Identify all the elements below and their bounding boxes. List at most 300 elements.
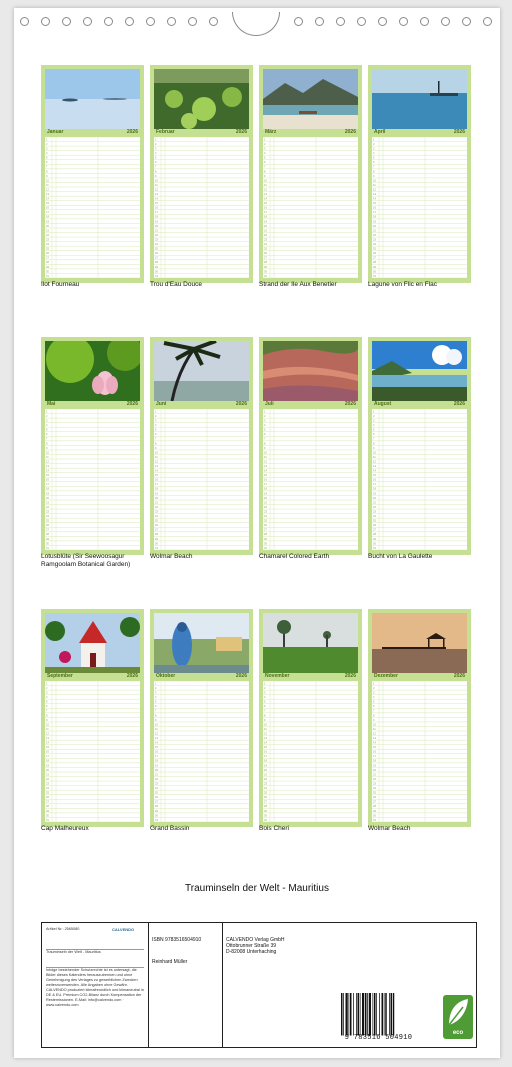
svg-text:21: 21 (46, 229, 49, 233)
binding-hole (441, 17, 450, 26)
svg-text:16: 16 (373, 478, 376, 482)
svg-text:20: 20 (155, 224, 158, 228)
svg-text:27: 27 (264, 528, 267, 532)
svg-text:1: 1 (264, 682, 266, 686)
svg-text:31: 31 (155, 818, 158, 822)
svg-text:25: 25 (46, 791, 49, 795)
svg-text:25: 25 (373, 247, 376, 251)
svg-text:7: 7 (373, 709, 375, 713)
svg-text:31: 31 (46, 818, 49, 822)
month-photo (45, 341, 140, 401)
month-name: Februar (156, 129, 175, 135)
svg-text:23: 23 (373, 782, 376, 786)
month-name: Mai (47, 401, 56, 407)
svg-text:18: 18 (155, 215, 158, 219)
svg-text:27: 27 (264, 800, 267, 804)
svg-text:30: 30 (373, 542, 376, 546)
svg-text:19: 19 (373, 764, 376, 768)
photo-caption: Bois Cheri (259, 825, 289, 832)
hanger-cutout (232, 12, 280, 36)
photo-caption: Cap Malheureux (41, 825, 89, 832)
svg-text:20: 20 (373, 224, 376, 228)
svg-text:24: 24 (46, 787, 49, 791)
svg-text:9: 9 (155, 174, 157, 178)
svg-text:28: 28 (46, 805, 49, 809)
month-year: 2026 (235, 129, 247, 135)
svg-text:15: 15 (373, 746, 376, 750)
svg-text:4: 4 (46, 152, 48, 156)
svg-text:5: 5 (46, 700, 48, 704)
svg-text:29: 29 (264, 265, 267, 269)
eco-badge (443, 995, 473, 1039)
month-photo (372, 69, 467, 129)
svg-text:6: 6 (46, 161, 48, 165)
svg-text:1: 1 (155, 138, 157, 142)
svg-text:1: 1 (155, 682, 157, 686)
svg-text:22: 22 (264, 777, 267, 781)
month-header (45, 401, 140, 408)
svg-text:29: 29 (155, 265, 158, 269)
svg-text:23: 23 (264, 510, 267, 514)
svg-text:18: 18 (264, 487, 267, 491)
svg-text:18: 18 (264, 759, 267, 763)
svg-text:5: 5 (264, 428, 266, 432)
svg-text:23: 23 (264, 782, 267, 786)
svg-text:22: 22 (155, 505, 158, 509)
svg-text:18: 18 (373, 487, 376, 491)
svg-text:24: 24 (373, 515, 376, 519)
month-photo (154, 341, 249, 401)
month-day-grid (263, 681, 358, 822)
svg-text:2: 2 (155, 414, 157, 418)
svg-text:15: 15 (155, 474, 158, 478)
svg-text:17: 17 (373, 483, 376, 487)
svg-text:5: 5 (373, 700, 375, 704)
svg-text:4: 4 (46, 696, 48, 700)
svg-text:28: 28 (46, 261, 49, 265)
svg-text:17: 17 (155, 755, 158, 759)
svg-text:29: 29 (264, 537, 267, 541)
eco-label: eco (452, 1030, 464, 1036)
svg-text:22: 22 (373, 505, 376, 509)
svg-text:19: 19 (46, 764, 49, 768)
svg-text:7: 7 (46, 437, 48, 441)
binding-hole (125, 17, 134, 26)
month-header (263, 673, 358, 680)
svg-text:29: 29 (46, 809, 49, 813)
svg-text:25: 25 (155, 519, 158, 523)
svg-text:4: 4 (46, 424, 48, 428)
svg-text:13: 13 (155, 192, 158, 196)
photo-caption: Grand Bassin (150, 825, 190, 832)
svg-text:24: 24 (155, 243, 158, 247)
svg-text:5: 5 (155, 156, 157, 160)
svg-text:22: 22 (155, 777, 158, 781)
svg-text:7: 7 (264, 709, 266, 713)
svg-text:26: 26 (373, 252, 376, 256)
svg-text:14: 14 (155, 197, 158, 201)
month-panel (150, 337, 253, 555)
svg-text:7: 7 (155, 709, 157, 713)
svg-text:21: 21 (46, 773, 49, 777)
svg-text:26: 26 (155, 796, 158, 800)
svg-text:30: 30 (155, 814, 158, 818)
month-header (45, 673, 140, 680)
svg-text:14: 14 (264, 197, 267, 201)
svg-text:30: 30 (46, 542, 49, 546)
svg-text:16: 16 (155, 206, 158, 210)
svg-text:10: 10 (155, 451, 158, 455)
svg-text:16: 16 (264, 206, 267, 210)
svg-text:1: 1 (46, 138, 48, 142)
svg-text:10: 10 (46, 179, 49, 183)
svg-text:19: 19 (46, 492, 49, 496)
svg-text:26: 26 (373, 796, 376, 800)
svg-text:15: 15 (46, 746, 49, 750)
svg-text:12: 12 (264, 188, 267, 192)
binding-hole (167, 17, 176, 26)
binding-hole (41, 17, 50, 26)
svg-text:19: 19 (155, 764, 158, 768)
month-panel (150, 65, 253, 283)
svg-text:9: 9 (264, 718, 266, 722)
svg-text:19: 19 (264, 764, 267, 768)
svg-text:13: 13 (264, 192, 267, 196)
svg-text:29: 29 (46, 265, 49, 269)
month-header (154, 673, 249, 680)
binding-hole (378, 17, 387, 26)
svg-text:2: 2 (373, 142, 375, 146)
svg-text:23: 23 (46, 782, 49, 786)
svg-text:7: 7 (373, 437, 375, 441)
svg-text:21: 21 (373, 501, 376, 505)
svg-text:2: 2 (46, 414, 48, 418)
svg-text:7: 7 (155, 165, 157, 169)
svg-text:28: 28 (264, 261, 267, 265)
svg-text:13: 13 (264, 736, 267, 740)
photo-caption: Bucht von La Gaulette (368, 553, 433, 560)
svg-text:25: 25 (46, 519, 49, 523)
svg-text:24: 24 (155, 515, 158, 519)
svg-text:18: 18 (46, 487, 49, 491)
svg-text:26: 26 (46, 796, 49, 800)
month-day-grid (372, 681, 467, 822)
svg-text:8: 8 (373, 714, 375, 718)
svg-text:8: 8 (155, 442, 157, 446)
svg-text:19: 19 (155, 492, 158, 496)
svg-text:9: 9 (373, 718, 375, 722)
svg-text:22: 22 (373, 233, 376, 237)
svg-text:13: 13 (373, 736, 376, 740)
month-year: 2026 (453, 673, 465, 679)
info-box (41, 922, 477, 1048)
svg-text:8: 8 (46, 170, 48, 174)
svg-text:12: 12 (155, 732, 158, 736)
svg-text:25: 25 (46, 247, 49, 251)
svg-text:11: 11 (155, 727, 158, 731)
month-name: März (265, 129, 277, 135)
svg-text:3: 3 (264, 419, 266, 423)
binding-hole (294, 17, 303, 26)
svg-text:18: 18 (155, 759, 158, 763)
svg-text:11: 11 (264, 727, 267, 731)
binding-hole (315, 17, 324, 26)
svg-text:27: 27 (264, 256, 267, 260)
svg-text:3: 3 (46, 147, 48, 151)
svg-text:16: 16 (373, 750, 376, 754)
calendar-title: Trauminseln der Welt - Mauritius (185, 883, 329, 894)
svg-text:31: 31 (264, 818, 267, 822)
binding-hole (336, 17, 345, 26)
month-photo (263, 341, 358, 401)
month-header (263, 401, 358, 408)
svg-text:27: 27 (155, 528, 158, 532)
svg-text:1: 1 (46, 682, 48, 686)
svg-text:3: 3 (46, 419, 48, 423)
svg-text:28: 28 (155, 533, 158, 537)
svg-text:12: 12 (373, 188, 376, 192)
svg-text:14: 14 (373, 197, 376, 201)
svg-text:19: 19 (373, 492, 376, 496)
svg-text:13: 13 (46, 192, 49, 196)
svg-text:7: 7 (155, 437, 157, 441)
binding-hole (209, 17, 218, 26)
svg-text:27: 27 (155, 256, 158, 260)
month-year: 2026 (126, 401, 138, 407)
svg-text:21: 21 (264, 229, 267, 233)
svg-text:19: 19 (264, 492, 267, 496)
calvendo-logo: CALVENDO (112, 927, 135, 932)
svg-text:24: 24 (264, 243, 267, 247)
svg-text:4: 4 (264, 152, 266, 156)
svg-text:21: 21 (264, 501, 267, 505)
svg-text:22: 22 (46, 233, 49, 237)
month-day-grid (263, 409, 358, 550)
month-name: Juli (265, 401, 274, 407)
svg-text:27: 27 (46, 528, 49, 532)
svg-text:18: 18 (46, 759, 49, 763)
svg-text:27: 27 (373, 256, 376, 260)
svg-text:13: 13 (46, 736, 49, 740)
photo-caption: Strand der Ile Aux Benetier (259, 281, 337, 288)
month-header (263, 129, 358, 136)
svg-text:6: 6 (46, 433, 48, 437)
svg-text:12: 12 (373, 732, 376, 736)
svg-text:21: 21 (373, 229, 376, 233)
svg-text:27: 27 (373, 800, 376, 804)
svg-text:13: 13 (264, 464, 267, 468)
svg-text:30: 30 (264, 814, 267, 818)
month-day-grid (45, 681, 140, 822)
svg-text:1: 1 (373, 138, 375, 142)
svg-text:30: 30 (155, 270, 158, 274)
svg-text:1: 1 (264, 138, 266, 142)
svg-text:2: 2 (264, 686, 266, 690)
svg-text:12: 12 (46, 460, 49, 464)
svg-text:24: 24 (264, 515, 267, 519)
svg-text:18: 18 (373, 215, 376, 219)
svg-text:27: 27 (46, 800, 49, 804)
svg-text:29: 29 (373, 537, 376, 541)
svg-text:28: 28 (373, 261, 376, 265)
svg-text:28: 28 (264, 805, 267, 809)
binding-hole (420, 17, 429, 26)
month-panel (259, 609, 362, 827)
svg-text:23: 23 (373, 510, 376, 514)
month-name: November (265, 673, 290, 679)
svg-text:26: 26 (155, 252, 158, 256)
month-year: 2026 (344, 129, 356, 135)
photo-caption: Lagune von Flic en Flac (368, 281, 438, 288)
svg-text:3: 3 (155, 419, 157, 423)
svg-text:9: 9 (373, 174, 375, 178)
month-day-grid (263, 137, 358, 278)
month-photo (263, 69, 358, 129)
svg-text:3: 3 (373, 419, 375, 423)
svg-text:30: 30 (264, 270, 267, 274)
month-panel (368, 337, 471, 555)
month-header (154, 401, 249, 408)
svg-text:15: 15 (46, 474, 49, 478)
svg-text:30: 30 (46, 270, 49, 274)
svg-text:16: 16 (155, 750, 158, 754)
svg-text:2: 2 (155, 142, 157, 146)
svg-text:21: 21 (155, 229, 158, 233)
svg-text:20: 20 (155, 496, 158, 500)
svg-text:11: 11 (373, 455, 376, 459)
svg-text:18: 18 (373, 759, 376, 763)
svg-text:10: 10 (373, 179, 376, 183)
month-name: Juni (156, 401, 167, 407)
svg-text:28: 28 (155, 261, 158, 265)
svg-text:7: 7 (264, 437, 266, 441)
month-name: Dezember (374, 673, 398, 679)
svg-text:2: 2 (46, 686, 48, 690)
svg-text:10: 10 (373, 723, 376, 727)
svg-text:15: 15 (155, 746, 158, 750)
svg-text:20: 20 (373, 768, 376, 772)
month-day-grid (154, 681, 249, 822)
svg-text:22: 22 (373, 777, 376, 781)
binding-hole (62, 17, 71, 26)
svg-text:2: 2 (155, 686, 157, 690)
svg-text:8: 8 (264, 170, 266, 174)
month-day-grid (154, 137, 249, 278)
svg-text:25: 25 (373, 519, 376, 523)
month-year: 2026 (344, 673, 356, 679)
svg-text:19: 19 (264, 220, 267, 224)
svg-text:29: 29 (373, 265, 376, 269)
svg-text:3: 3 (46, 691, 48, 695)
svg-text:4: 4 (155, 152, 157, 156)
svg-text:2: 2 (264, 414, 266, 418)
svg-text:6: 6 (264, 161, 266, 165)
svg-text:7: 7 (46, 709, 48, 713)
svg-text:11: 11 (373, 183, 376, 187)
binding-hole (146, 17, 155, 26)
product-title: Trauminseln der Welt - Mauritius (46, 949, 144, 955)
month-photo (372, 613, 467, 673)
month-year: 2026 (235, 401, 247, 407)
svg-text:24: 24 (46, 515, 49, 519)
svg-text:3: 3 (264, 147, 266, 151)
month-name: April (374, 129, 386, 135)
publisher-street: Ottobrunner Straße 39 (226, 943, 277, 949)
svg-text:9: 9 (155, 718, 157, 722)
svg-text:14: 14 (155, 741, 158, 745)
svg-text:1: 1 (155, 410, 157, 414)
month-photo (154, 613, 249, 673)
leaf-icon (443, 995, 473, 1031)
svg-text:31: 31 (264, 274, 267, 278)
svg-text:22: 22 (46, 505, 49, 509)
month-header (372, 673, 467, 680)
svg-text:11: 11 (155, 455, 158, 459)
svg-text:20: 20 (46, 768, 49, 772)
month-header (154, 129, 249, 136)
svg-text:9: 9 (373, 446, 375, 450)
binding-hole (357, 17, 366, 26)
svg-text:16: 16 (373, 206, 376, 210)
svg-text:16: 16 (155, 478, 158, 482)
svg-text:4: 4 (155, 696, 157, 700)
svg-text:21: 21 (155, 501, 158, 505)
svg-text:13: 13 (373, 192, 376, 196)
svg-text:5: 5 (46, 156, 48, 160)
svg-text:25: 25 (155, 247, 158, 251)
svg-text:24: 24 (373, 787, 376, 791)
svg-text:19: 19 (46, 220, 49, 224)
month-day-grid (45, 137, 140, 278)
month-name: September (47, 673, 73, 679)
svg-text:12: 12 (264, 460, 267, 464)
svg-text:25: 25 (155, 791, 158, 795)
svg-text:15: 15 (264, 746, 267, 750)
svg-text:25: 25 (264, 791, 267, 795)
svg-text:5: 5 (373, 156, 375, 160)
svg-text:17: 17 (373, 211, 376, 215)
month-name: Januar (47, 129, 64, 135)
svg-text:27: 27 (46, 256, 49, 260)
svg-text:6: 6 (155, 161, 157, 165)
binding-hole (104, 17, 113, 26)
svg-text:5: 5 (264, 156, 266, 160)
month-panel (150, 609, 253, 827)
svg-text:5: 5 (46, 428, 48, 432)
svg-text:30: 30 (155, 542, 158, 546)
svg-text:22: 22 (155, 233, 158, 237)
photo-caption: Ilot Fourneau (41, 281, 80, 288)
svg-text:31: 31 (373, 818, 376, 822)
svg-text:4: 4 (264, 424, 266, 428)
svg-text:13: 13 (155, 464, 158, 468)
svg-text:6: 6 (46, 705, 48, 709)
svg-text:30: 30 (46, 814, 49, 818)
svg-text:1: 1 (373, 410, 375, 414)
svg-text:20: 20 (155, 768, 158, 772)
svg-text:6: 6 (373, 161, 375, 165)
svg-text:17: 17 (155, 483, 158, 487)
svg-text:8: 8 (373, 442, 375, 446)
svg-text:8: 8 (46, 442, 48, 446)
month-year: 2026 (235, 673, 247, 679)
svg-text:11: 11 (46, 183, 49, 187)
svg-text:4: 4 (155, 424, 157, 428)
publisher-name: CALVENDO Verlag GmbH (226, 937, 285, 943)
svg-text:17: 17 (373, 755, 376, 759)
svg-text:11: 11 (264, 455, 267, 459)
svg-text:23: 23 (373, 238, 376, 242)
